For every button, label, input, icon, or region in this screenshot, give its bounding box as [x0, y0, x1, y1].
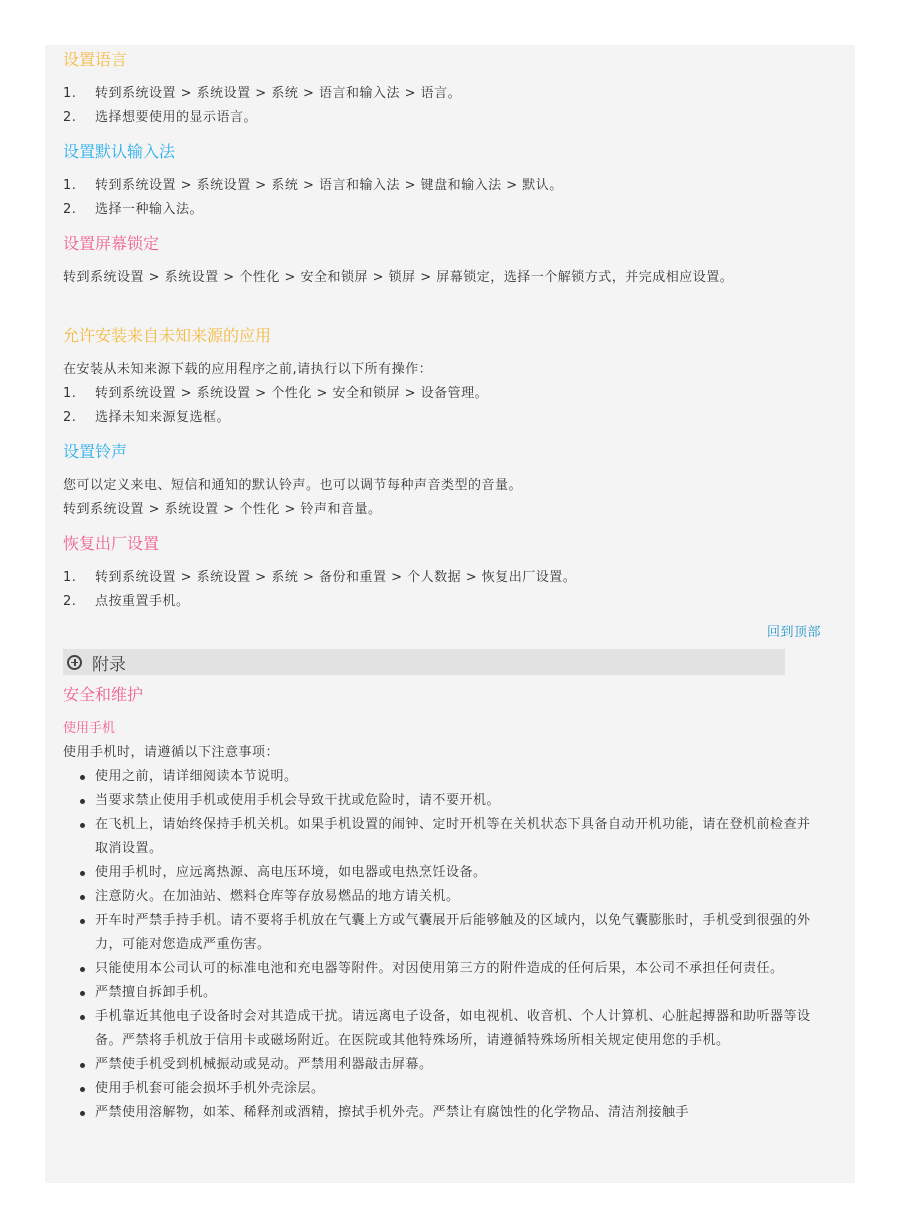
- steps-default-ime: [63, 174, 563, 222]
- list-item: 严禁使手机受到机械振动或晃动。严禁用利器敲击屏幕。: [63, 1053, 817, 1077]
- list-item: 1. 转到系统设置 > 系统设置 > 系统 > 语言和输入法 > 键盘和输入法 > 默认。: [63, 178, 563, 193]
- list-item: 注意防火。在加油站、燃料仓库等存放易燃品的地方请关机。: [63, 885, 817, 909]
- list-item: 使用手机时，应远离热源、高电压环境，如电器或电热烹饪设备。: [63, 861, 817, 885]
- appendix-title: 安全和维护: [63, 685, 144, 704]
- list-item: 手机靠近其他电子设备时会对其造成干扰。请远离电子设备，如电视机、收音机、个人计算机、心脏起搏器和助听器等设备。严禁将手机放于信用卡或磁场附近。在医院或其他特殊场所，请遵循特殊场所相关规定使用您的手机。: [63, 1005, 817, 1053]
- appendix-subtitle: 使用手机: [63, 721, 116, 736]
- list-item: 当要求禁止使用手机或使用手机会导致干扰或危险时，请不要开机。: [63, 789, 817, 813]
- back-to-top-link[interactable]: 回到顶部: [766, 625, 821, 640]
- appendix-intro: 使用手机时，请遵循以下注意事项：: [63, 745, 280, 760]
- list-item: 只能使用本公司认可的标准电池和充电器等附件。对因使用第三方的附件造成的任何后果，本公司不承担任何责任。: [63, 957, 817, 981]
- section-factory-reset: [63, 534, 159, 554]
- appendix-toggle[interactable]: [63, 649, 785, 675]
- list-item: 2. 选择未知来源复选框。: [63, 410, 231, 425]
- section-ringtone: [63, 442, 127, 462]
- steps-unknown-sources: [63, 358, 488, 430]
- list-item: 严禁擅自拆卸手机。: [63, 981, 817, 1005]
- section-heading: 设置语言: [63, 50, 128, 69]
- list-item: 2. 选择一种输入法。: [63, 202, 204, 217]
- list-item: 1. 转到系统设置 > 系统设置 > 个性化 > 安全和锁屏 > 设备管理。: [63, 386, 489, 401]
- list-item: 开车时严禁手持手机。请不要将手机放在气囊上方或气囊展开后能够触及的区域内，以免气囊膨胀时，手机受到很强的外力，可能对您造成严重伤害。: [63, 909, 817, 957]
- appendix-label: 附录: [92, 654, 126, 675]
- list-item: 2. 选择想要使用的显示语言。: [63, 110, 258, 125]
- paragraph-line: 转到系统设置 > 系统设置 > 个性化 > 铃声和音量。: [63, 502, 382, 517]
- ringtone-text: [63, 474, 522, 522]
- screen-lock-paragraph: 转到系统设置 > 系统设置 > 个性化 > 安全和锁屏 > 锁屏 > 屏幕锁定，选择一个解锁方式，并完成相应设置。: [63, 270, 734, 285]
- list-item: 使用之前，请详细阅读本节说明。: [63, 765, 817, 789]
- precautions-list: [63, 765, 823, 1125]
- paragraph-line: 您可以定义来电、短信和通知的默认铃声。也可以调节每种声音类型的音量。: [63, 478, 523, 493]
- list-item: 使用手机套可能会损坏手机外壳涂层。: [63, 1077, 817, 1101]
- section-screen-lock: [63, 234, 159, 254]
- list-item: 1. 转到系统设置 > 系统设置 > 系统 > 备份和重置 > 个人数据 > 恢复出厂设置。: [63, 570, 577, 585]
- list-item: 2. 点按重置手机。: [63, 594, 190, 609]
- list-item: 在飞机上，请始终保持手机关机。如果手机设置的闹钟、定时开机等在关机状态下具备自动开机功能，请在登机前检查并取消设置。: [63, 813, 817, 861]
- document-page: [45, 45, 855, 1183]
- section-unknown-sources: [63, 326, 271, 346]
- section-heading: 设置铃声: [63, 442, 128, 461]
- section-heading: 允许安装来自未知来源的应用: [63, 326, 272, 345]
- section-set-language: [63, 50, 127, 70]
- steps-factory-reset: [63, 566, 576, 614]
- section-default-ime: [63, 142, 175, 162]
- section-intro: 在安装从未知来源下载的应用程序之前,请执行以下所有操作：: [63, 362, 433, 377]
- section-heading: 恢复出厂设置: [63, 534, 160, 553]
- list-item: 严禁使用溶解物，如苯、稀释剂或酒精，擦拭手机外壳。严禁让有腐蚀性的化学物品、清洁剂接触手: [63, 1101, 817, 1125]
- appendix-content: [63, 685, 823, 1125]
- plus-circle-icon: [67, 655, 82, 670]
- list-item: 1. 转到系统设置 > 系统设置 > 系统 > 语言和输入法 > 语言。: [63, 86, 462, 101]
- section-heading: 设置屏幕锁定: [63, 234, 160, 253]
- section-heading: 设置默认输入法: [63, 142, 176, 161]
- steps-set-language: [63, 82, 461, 130]
